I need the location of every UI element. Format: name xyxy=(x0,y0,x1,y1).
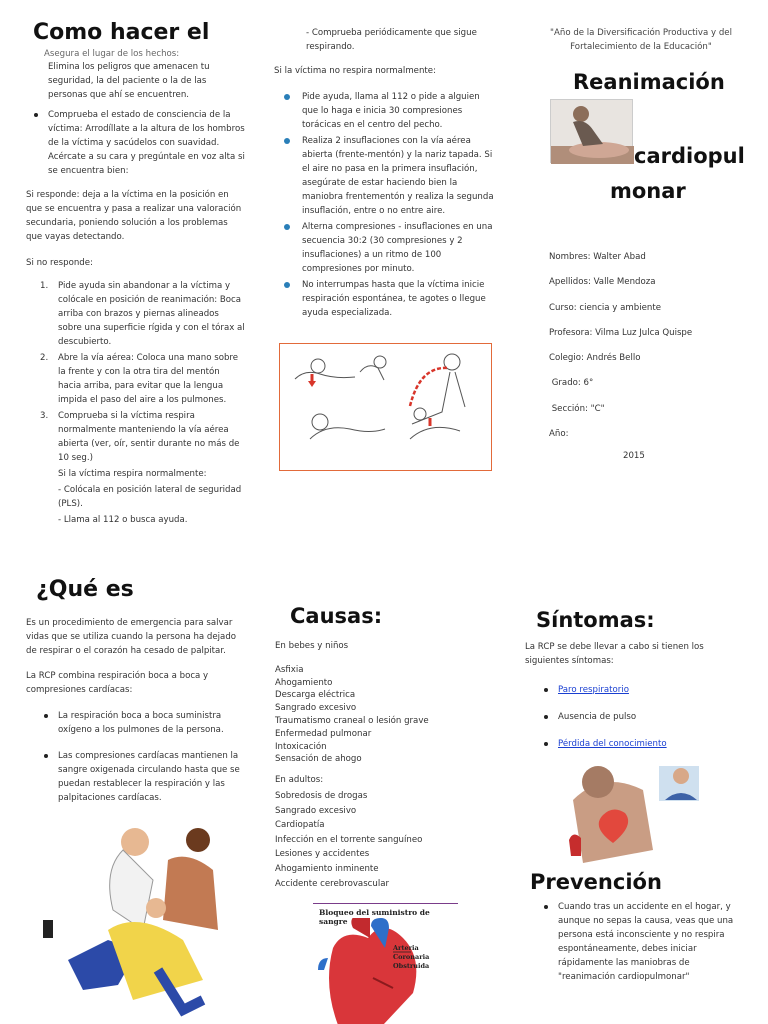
que-es-title: ¿Qué es xyxy=(36,577,134,602)
que-es-list xyxy=(40,709,240,809)
causa-item: Ahogamiento xyxy=(275,677,333,688)
step-item: 2. Abre la vía aérea: Coloca una mano sobre la frente y con la otra tira del mentón hacia arriba, para evitar que la lengua impida el paso del aire a los pulmones. xyxy=(40,353,239,405)
list-item: Pide ayuda, llama al 112 o pide a alguien que lo haga e inicia 30 compresiones torácicas en el centro del pecho. xyxy=(274,90,494,132)
causa-item: Traumatismo craneal o lesión grave xyxy=(275,715,429,726)
si-responde-paragraph: Si responde: deja a la víctima en la posición en que se encuentra y pasa a realizar una valoración secundaria, poniendo solución a los problemas que vayas detectando. xyxy=(26,190,242,242)
causa-item: Sangrado excesivo xyxy=(275,805,357,816)
prevencion-list xyxy=(540,900,748,988)
after-steps-line: - Llama al 112 o busca ayuda. xyxy=(58,515,188,525)
causa-item: Accidente cerebrovascular xyxy=(275,878,390,889)
steps-list xyxy=(40,279,245,527)
causas-sub-ninos: En bebes y niños xyxy=(275,641,349,651)
after-steps-line: - Colócala en posición lateral de seguridad (PLS). xyxy=(58,485,242,509)
info-curso: Curso: ciencia y ambiente xyxy=(549,302,661,313)
sintomas-intro: La RCP se debe llevar a cabo si tienen los siguientes síntomas: xyxy=(525,642,704,666)
list-item: Comprueba el estado de consciencia de la víctima: Arrodíllate a la altura de los hombros de la víctima y sacúdelos con suavidad. Acércate a su cara y pregúntale en voz alta si se encuentra bien: xyxy=(30,108,245,178)
no-respira-list xyxy=(274,90,494,322)
causas-title: Causas: xyxy=(290,604,383,628)
causa-item: Descarga eléctrica xyxy=(275,690,356,701)
causas-sub-adultos: En adultos: xyxy=(275,775,324,786)
motto: "Año de la Diversificación Productiva y del Fortalecimiento de la Educación" xyxy=(550,28,732,52)
info-apellidos: Apellidos: Valle Mendoza xyxy=(549,277,656,288)
causa-item: Sensación de ahogo xyxy=(275,754,362,765)
clipped-text: Asegura el lugar de los hechos: xyxy=(44,49,180,59)
cpr-rescue-illustration xyxy=(38,820,233,1020)
cover-title-line3: monar xyxy=(610,179,686,203)
list-item xyxy=(540,737,740,751)
year-value: 2015 xyxy=(623,451,645,461)
info-colegio: Colegio: Andrés Bello xyxy=(549,353,641,364)
causa-item: Ahogamiento inminente xyxy=(275,863,379,874)
list-item: Cuando tras un accidente en el hogar, y aunque no sepas la causa, veas que una persona está inconsciente y no respira espontáneamente, debes iniciar rápidamente las maniobras de "reanimación cardiopulmonar" xyxy=(540,900,748,984)
list-item: Las compresiones cardíacas mantienen la sangre oxigenada circulando hasta que se puedan restablecer la respiración y las palpitaciones cardíacas. xyxy=(40,749,240,805)
causa-item: Sangrado excesivo xyxy=(275,703,357,714)
cpr-steps-illustration xyxy=(279,343,492,471)
page-title-como-hacer: Como hacer el xyxy=(33,20,210,45)
causas-block xyxy=(275,640,475,891)
no-respira-label: Si la víctima no respira normalmente: xyxy=(274,66,436,76)
sintomas-title: Síntomas: xyxy=(536,608,655,632)
causa-item: Intoxicación xyxy=(275,741,327,752)
link-perdida-conocimiento[interactable]: Pérdida del conocimiento xyxy=(558,739,667,749)
causa-item: Cardiopatía xyxy=(275,820,325,831)
heart-labels xyxy=(393,944,429,971)
causa-item: Sobredosis de drogas xyxy=(275,790,368,801)
link-paro-respiratorio[interactable]: Paro respiratorio xyxy=(558,685,629,695)
student-info xyxy=(549,245,749,447)
info-anio: Año: xyxy=(549,429,569,440)
step-item: 3. Comprueba si la víctima respira normalmente manteniendo la vía aérea abierta (ver, oír, sentir durante no más de 10 seg.) xyxy=(40,411,240,463)
heart-label: Coronaria xyxy=(393,953,430,961)
que-es-paragraph: Es un procedimiento de emergencia para salvar vidas que se utiliza cuando la persona ha dejado de respirar o el corazón ha cesado de palpitar. xyxy=(26,618,237,656)
sintomas-list xyxy=(540,683,740,755)
info-nombres: Nombres: Walter Abad xyxy=(549,252,646,262)
list-item: Ausencia de pulso xyxy=(540,710,740,724)
step-item: 1. Pide ayuda sin abandonar a la víctima y colócale en posición de reanimación: Boca arriba con brazos y piernas alineados sobre una superficie rígida y con el tórax al descubierto. xyxy=(40,281,245,347)
si-no-responde-label: Si no responde: xyxy=(26,258,93,268)
heart-label: Obstruida xyxy=(393,962,430,970)
list-item: Alterna compresiones - insuflaciones en una secuencia 30:2 (30 compresiones y 2 insuflaciones) a un ritmo de 100 compresiones por minuto. xyxy=(274,220,494,276)
list-item: No interrumpas hasta que la víctima inicie respiración espontánea, te agotes o llegue ayuda especializada. xyxy=(274,278,494,320)
intro-list xyxy=(30,60,245,182)
after-steps-line: Si la víctima respira normalmente: xyxy=(58,469,207,479)
list-item xyxy=(540,683,740,697)
top-text: - Comprueba periódicamente que sigue respirando. xyxy=(306,28,477,52)
heart-label: Arteria xyxy=(393,944,419,952)
info-profesora: Profesora: Vilma Luz Julca Quispe xyxy=(549,327,693,338)
cover-title-line1: Reanimación xyxy=(573,70,725,94)
list-item: La respiración boca a boca suministra oxígeno a los pulmones de la persona. xyxy=(40,709,240,737)
causa-item: Infección en el torrente sanguíneo xyxy=(275,834,423,845)
info-grado: Grado: 6° xyxy=(549,378,594,389)
heart-blockage-illustration xyxy=(313,903,458,1024)
cover-title-line2: cardiopul xyxy=(634,144,745,168)
info-seccion: Sección: "C" xyxy=(549,403,605,414)
cpr-cover-photo xyxy=(550,99,633,163)
heart-image-title: Bloqueo del suministro de sangre xyxy=(319,908,430,926)
list-item: Realiza 2 insuflaciones con la vía aérea abierta (frente-mentón) y la nariz tapada. Si el aire no pasa en la primera insuflación, asegúrate de estar haciendo bien la maniobra frentementón y realiza la segunda insuflación, entre o no entre aire. xyxy=(274,134,494,218)
causa-item: Lesiones y accidentes xyxy=(275,849,370,860)
heart-attack-photo xyxy=(563,760,709,863)
rcp-combina-paragraph: La RCP combina respiración boca a boca y compresiones cardíacas: xyxy=(26,671,209,695)
causa-item: Asfixia xyxy=(275,664,304,675)
causa-item: Enfermedad pulmonar xyxy=(275,728,372,739)
list-item: Elimina los peligros que amenacen tu seguridad, la del paciente o la de las personas que ahí se encuentren. xyxy=(48,62,210,100)
prevencion-title: Prevención xyxy=(530,870,662,894)
